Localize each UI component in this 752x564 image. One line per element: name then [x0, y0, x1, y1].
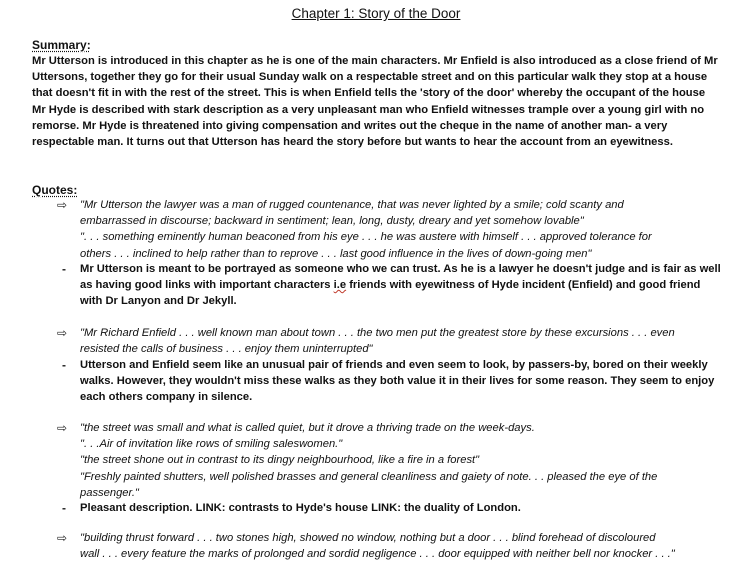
page-title: Chapter 1: Story of the Door [291, 6, 461, 21]
quote-line: "Mr Utterson the lawyer was a man of rugged countenance, that was never lighted by a smile; cold scanty and [80, 199, 624, 211]
dash-bullet-icon: - [62, 262, 66, 276]
quote-line: "Freshly painted shutters, well polished brasses and general cleanliness and gaiety of note. . . pleased the eye of the [80, 470, 658, 483]
quote-line: ". . . something eminently human beaconed from his eye . . . he was austere with himself . . . approved tolerance for [80, 231, 652, 244]
quote-line: others . . . inclined to help rather than to reprove . . . last good influence in the lives of down-going men" [80, 247, 592, 260]
quotes-heading: Quotes: [32, 183, 78, 197]
quote-line: resisted the calls of business . . . enjoy them uninterrupted" [80, 343, 373, 356]
summary-heading: Summary: [32, 38, 91, 52]
dash-bullet-icon: - [62, 501, 66, 515]
arrow-bullet-icon: ⇨ [57, 326, 68, 340]
quote-block-enfield [80, 325, 730, 357]
comment-text: friends with eyewitness of Hyde incident (Enfield) and good friend with Dr Lanyon and Dr Jekyll. [80, 279, 701, 308]
comment-utterson [80, 261, 725, 310]
quote-line: "building thrust forward . . . two stones high, showed no window, nothing but a door . . . blind forehead of discoloured [80, 532, 656, 544]
quote-block-street [80, 420, 730, 501]
quote-block-utterson [80, 197, 730, 262]
quote-line: "the street shone out in contrast to its dingy neighbourhood, like a fire in a forest" [80, 454, 480, 467]
comment-enfield: Utterson and Enfield seem like an unusual pair of friends and even seem to look, by passers-by, bored on their weekly walks. However, they wouldn't miss these walks as they both value it in their lives for some reason. They seem to enjoy each others company in silence. [80, 359, 715, 404]
arrow-bullet-icon: ⇨ [57, 421, 68, 435]
quote-line: passenger." [80, 486, 139, 499]
quote-line: "the street was small and what is called quiet, but it drove a thriving trade on the week-days. [80, 422, 535, 434]
arrow-bullet-icon: ⇨ [57, 531, 68, 545]
quote-line: wall . . . every feature the marks of prolonged and sordid negligence . . . door equipped with neither bell nor knocker . . ." [80, 548, 675, 561]
quote-line: "Mr Richard Enfield . . . well known man about town . . . the two men put the greatest store by these excursions . . . even [80, 327, 675, 339]
summary-paragraph: Mr Utterson is introduced in this chapter as he is one of the main characters. Mr Enfield is also introduced as a close friend of Mr Uttersons, together they go for their usual Sunday walk on a respectable street and on this particular walk they stop at a house that doesn't fit in with the rest of the street. This is when Enfield tells the 'story of the door' whereby the occupant of the house Mr Hyde is described with stark description as a very unpleasant man who Enfield witnesses trample over a young girl with no remorse. Mr Hyde is threatened into giving compensation and writes out the cheque in the name of another man- a very respectable man. It turns out that Utterson has heard the story before but wants to hear the account from an eyewitness. [32, 55, 718, 149]
spellcheck-word: i.e [333, 279, 347, 292]
quote-line: embarrassed in discourse; backward in sentiment; lean, long, dusty, dreary and yet somehow lovable" [80, 215, 584, 228]
comment-street: Pleasant description. LINK: contrasts to Hyde's house LINK: the duality of London. [80, 502, 521, 514]
quote-line: ". . .Air of invitation like rows of smiling saleswomen." [80, 438, 343, 451]
arrow-bullet-icon: ⇨ [57, 198, 68, 212]
dash-bullet-icon: - [62, 358, 66, 372]
comment-text: Mr Utterson is meant to be portrayed as someone who we can trust. As he is a lawyer he doesn't judge and is fair as well as having good links with important characters [80, 263, 721, 292]
quote-block-building [80, 530, 730, 562]
